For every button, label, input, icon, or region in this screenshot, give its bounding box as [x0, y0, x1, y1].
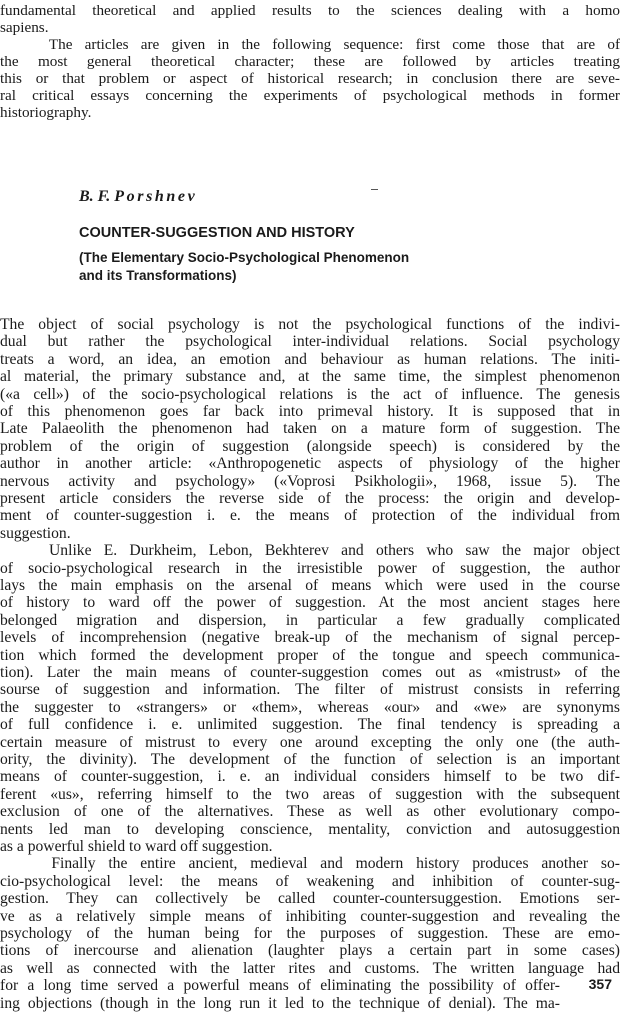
body-line: means of counter-suggestion, i. e. an individual considers himself to be two dif- [0, 768, 620, 786]
body-line: as a powerful shield to ward off suggestion. [0, 838, 273, 855]
body-line: author in another article: «Anthropogenetic aspects of physiology of the higher [0, 455, 620, 473]
body-line: treats a word, an idea, an emotion and behaviour as human relations. The initi- [0, 350, 620, 368]
body-line: al material, the primary substance and, at the same time, the simplest phenomenon [0, 368, 620, 386]
intro-line: ral critical essays concerning the experiments of psychological methods in former [0, 87, 620, 104]
body-line: tions of inercourse and alienation (laughter plays a certain part in some cases) [0, 942, 620, 960]
body-line: of full confidence i. e. unlimited suggestion. The final tendency is spreading a [0, 716, 620, 734]
body-line: ority, the divinity). The development of the function of selection is an important [0, 751, 620, 768]
body-line: Late Palaeolith the phenomenon had taken on a mature form of suggestion. The [0, 420, 620, 438]
body-line: ment of counter-suggestion i. e. the means of protection of the individual from [0, 507, 620, 525]
subtitle-line: and its Transformations) [79, 268, 237, 283]
body-line: certain measure of mistrust to every one around excepting the only one (the auth- [0, 733, 620, 751]
body-line: ferent «us», referring himself to the two areas of suggestion with the subsequent [0, 785, 620, 803]
body-line: gestion. They can collectively be called counter-countersuggestion. Emotions ser- [0, 890, 620, 908]
body-line: lays the main emphasis on the arsenal of means which were used in the course [0, 577, 620, 594]
body-line: The object of social psychology is not the psychological functions of the indivi- [0, 316, 620, 333]
body-line: psychology of the human being for the purposes of suggestion. These are emo- [0, 925, 620, 942]
body-line: suggestion. [0, 524, 71, 542]
body-line: of history to ward off the power of suggestion. At the most ancient stages here [0, 594, 620, 612]
body-line: of this phenomenon goes far back into primeval history. It is supposed that in [0, 403, 620, 420]
decorative-dash [371, 189, 378, 190]
intro-line: this or that problem or aspect of historical research; in conclusion there are seve- [0, 70, 620, 87]
body-line: Finally the entire ancient, medieval and modern history produces another so- [0, 855, 620, 873]
body-line: belonged migration and dispersion, in particular a few gradually complicated [0, 611, 620, 629]
body-line: for a long time served a powerful means of eliminating the possibility of offer- [0, 977, 560, 995]
author-initials: B. F. [79, 188, 111, 205]
article-title: COUNTER-SUGGESTION AND HISTORY [79, 225, 355, 241]
body-line: present article considers the reverse side of the process: the origin and develop- [0, 490, 620, 507]
body-line: cio-psychological level: the means of weakening and inhibition of counter-sug- [0, 872, 620, 890]
body-line: tion). Later the main means of counter-suggestion comes out as «mistrust» of the [0, 664, 620, 681]
intro-line: historiography. [0, 104, 92, 121]
page-number: 357 [588, 976, 612, 992]
intro-line: the most general theoretical character; these are followed by articles treating [0, 53, 620, 70]
author-name [79, 187, 197, 207]
body-line: dual but rather the psychological inter-individual relations. Social psychology [0, 333, 620, 351]
body-line: problem of the origin of suggestion (alongside speech) is considered by the [0, 437, 620, 455]
intro-line: The articles are given in the following sequence: first come those that are of [0, 36, 620, 53]
subtitle-line: (The Elementary Socio-Psychological Phenomenon [79, 250, 410, 265]
body-line: of socio-psychological research in the irresistible power of suggestion, the author [0, 559, 620, 577]
body-line: nervous activity and psychology» («Voprosi Psikhologii», 1968, issue 5). The [0, 472, 620, 490]
body-line: tion which formed the development proper of the tongue and speech communica- [0, 646, 620, 664]
body-line: the suggester to «strangers» or «them», whereas «our» and «we» are synonyms [0, 698, 620, 716]
body-line: («a cell») of the socio-psychological relations is the act of influence. The genesis [0, 385, 620, 403]
article-subtitle [79, 249, 499, 285]
body-line: levels of incomprehension (negative break-up of the mechanism of signal percep- [0, 629, 620, 647]
body-line: Unlike E. Durkheim, Lebon, Bekhterev and others who saw the major object [0, 542, 620, 560]
intro-line: sapiens. [0, 19, 49, 36]
author-surname: Porshnev [114, 188, 198, 205]
body-line: sourse of suggestion and information. The filter of mistrust consists in referring [0, 681, 620, 699]
body-line: exclusion of one of the alternatives. These as well as other evolutionary compo- [0, 803, 620, 821]
body-line: ing objections (though in the long run it led to the technique of denial). The ma- [0, 994, 560, 1012]
body-line: as well as connected with the latter rites and customs. The written language had [0, 959, 620, 977]
body-line: ve as a relatively simple means of inhibiting counter-suggestion and revealing the [0, 907, 620, 925]
intro-line: fundamental theoretical and applied results to the sciences dealing with a homo [0, 2, 620, 19]
body-line: nents led man to developing conscience, mentality, conviction and autosuggestion [0, 820, 620, 838]
